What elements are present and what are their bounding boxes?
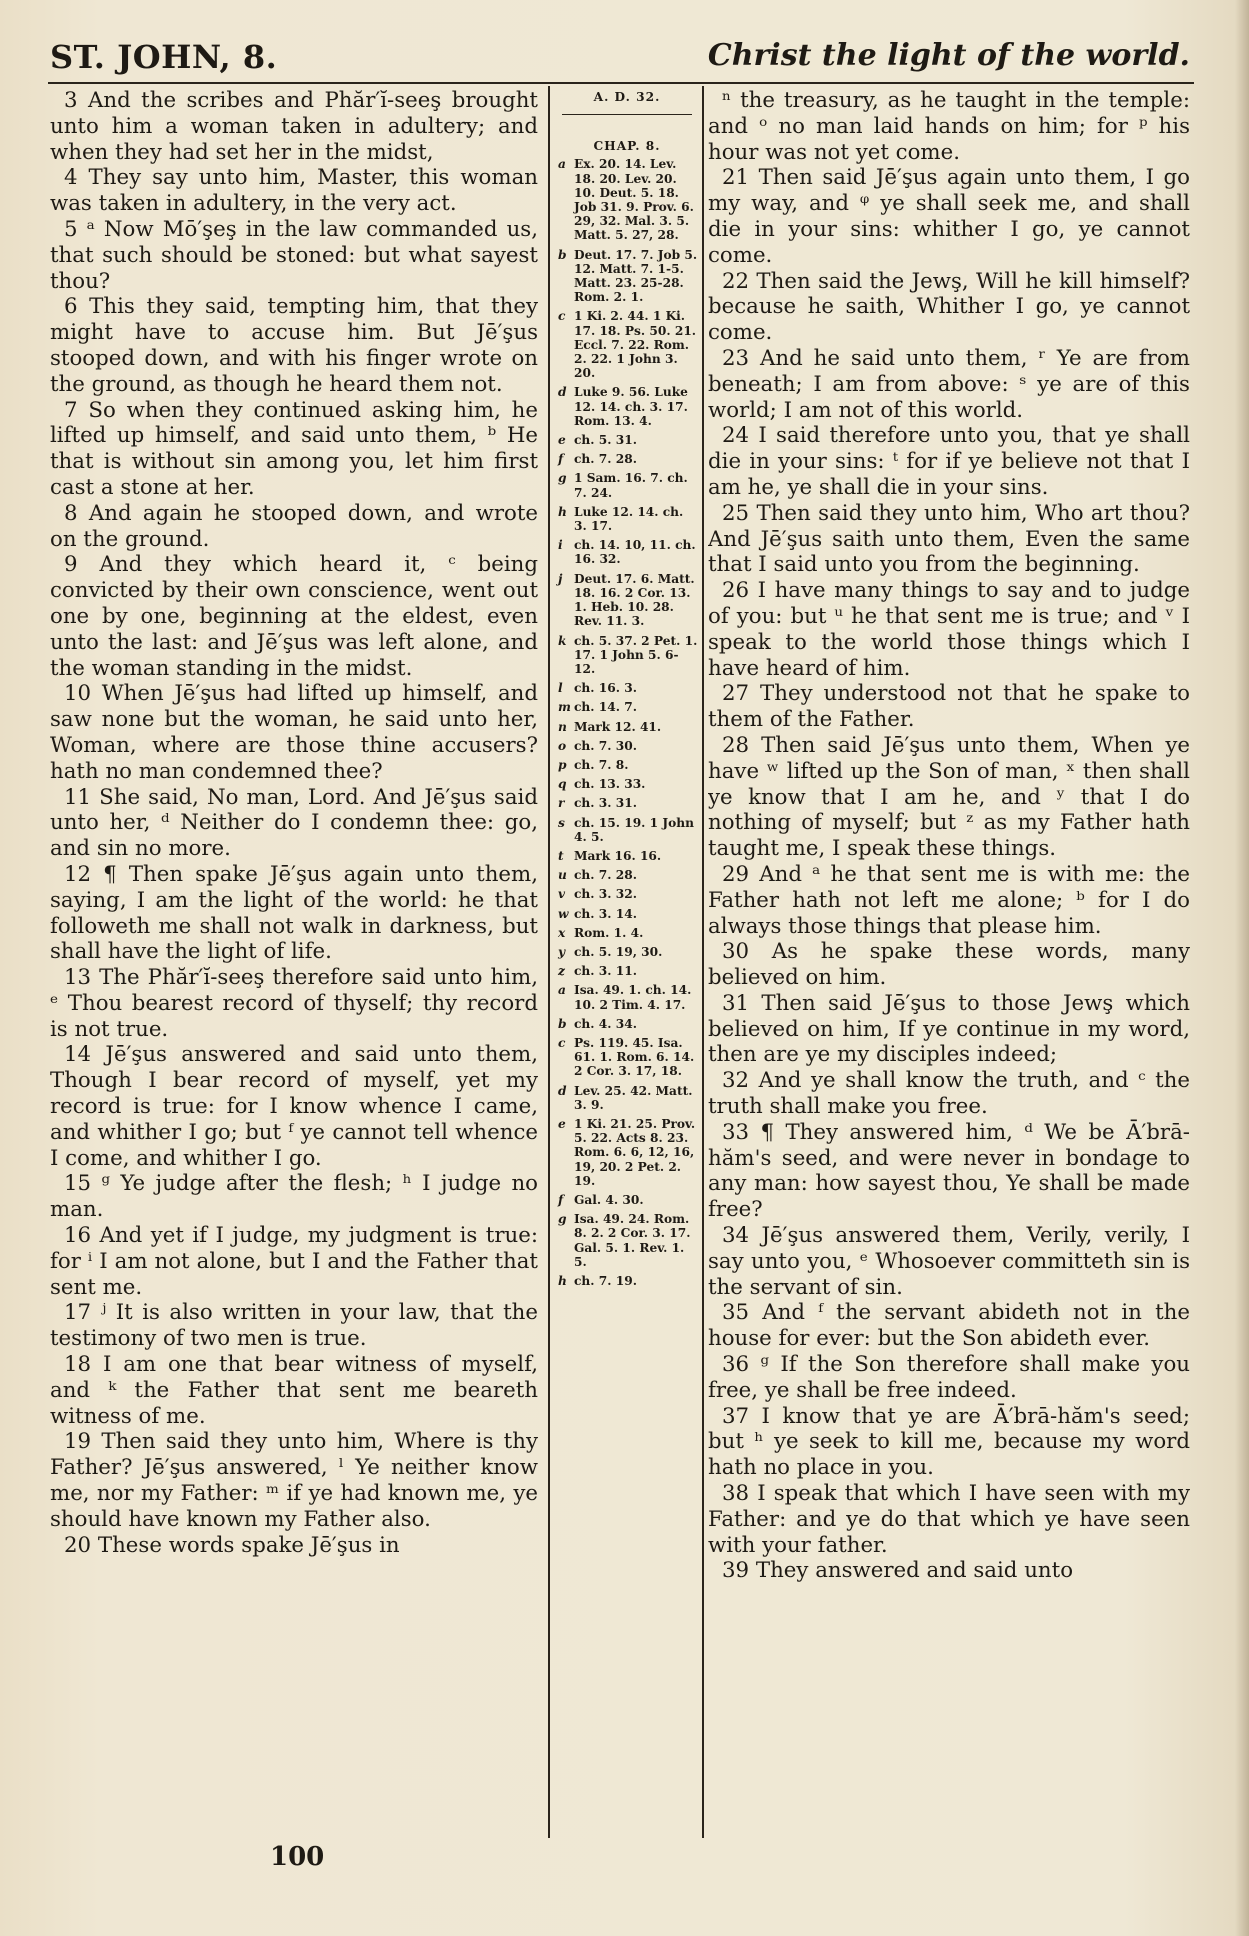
cross-reference: n Mark 12. 41. (558, 719, 662, 734)
verse: 35 And ᶠ the servant abideth not in the house for ever: but the Son abideth ever. (708, 1300, 1190, 1352)
cross-reference: t Mark 16. 16. (558, 848, 662, 863)
cross-reference: b ch. 4. 34. (558, 1016, 637, 1031)
verse: 9 And they which heard it, ᶜ being convicted by their own conscience, went out one by one, beginning at the eldest, even unto the last: and Jē′şus was left alone, and the woman standing in the midst. (50, 552, 538, 681)
verse: 16 And yet if I judge, my judgment is true: for ⁱ I am not alone, but I and the Father that sent me. (50, 1223, 538, 1300)
cross-reference: v ch. 3. 32. (558, 887, 637, 902)
verse: 8 And again he stooped down, and wrote on the ground. (50, 500, 538, 552)
verse: 28 Then said Jē′şus unto them, When ye have ʷ lifted up the Son of man, ˣ then shall ye know that I am he, and ʸ that I do nothing of myself; but ᶻ as my Father hath taught me, I speak these things. (708, 732, 1190, 862)
verse: 34 Jē′şus answered them, Verily, verily, I say unto you, ᵉ Whosoever committeth sin is the servant of sin. (708, 1223, 1190, 1300)
verse: 30 As he spake these words, many believed on him. (708, 939, 1190, 991)
verse: 38 I speak that which I have seen with my Father: and ye do that which ye have seen with your father. (708, 1481, 1190, 1558)
cross-reference: m ch. 14. 7. (558, 700, 637, 715)
cross-reference: c 1 Ki. 2. 44. 1 Ki. 17. 18. Ps. 50. 21. Eccl. 7. 22. Rom. 2. 22. 1 John 3. 20. (558, 309, 697, 381)
cross-reference: p ch. 7. 8. (558, 757, 629, 772)
verse: 36 ᵍ If the Son therefore shall make you free, ye shall be free indeed. (708, 1352, 1190, 1403)
gutter-shadow (1235, 0, 1249, 1936)
verse: ⁿ the treasury, as he taught in the temple: and ᵒ no man laid hands on him; for ᵖ his hour was not yet come. (708, 88, 1190, 165)
cross-reference: d Lev. 25. 42. Matt. 3. 9. (558, 1083, 693, 1112)
verse: 19 Then said they unto him, Where is thy Father? Jē′şus answered, ˡ Ye neither know me, nor my Father: ᵐ if ye had known me, ye should have known my Father also. (50, 1429, 538, 1532)
verse: 33 ¶ They answered him, ᵈ We be Ā′brā-hăm's seed, and were never in bondage to any man: how sayest thou, Ye shall be made free? (708, 1119, 1190, 1223)
verse: 12 ¶ Then spake Jē′şus again unto them, saying, I am the light of the world: he that followeth me shall not walk in darkness, but shall have the light of life. (50, 861, 538, 965)
cross-reference: u ch. 7. 28. (558, 868, 637, 883)
verse: 37 I know that ye are Ā′brā-hăm's seed; but ʰ ye seek to kill me, because my word hath no place in you. (708, 1403, 1190, 1481)
page-number: 100 (270, 1842, 325, 1872)
cross-reference: i ch. 14. 10, 11. ch. 16. 32. (558, 538, 696, 567)
right-column (708, 88, 1190, 1788)
verse: 32 And ye shall know the truth, and ᶜ the truth shall make you free. (708, 1068, 1190, 1120)
verse: 39 They answered and said unto (722, 1558, 1074, 1584)
header-rule (48, 82, 1194, 84)
column-divider-right (702, 86, 704, 1838)
verse: 26 I have many things to say and to judge of you: but ᵘ he that sent me is true; and ᵛ I speak to the world those things which I have heard of him. (708, 578, 1190, 681)
cross-reference: q ch. 13. 33. (558, 777, 646, 792)
cross-reference: c Ps. 119. 45. Isa. 61. 1. Rom. 6. 14. 2 Cor. 3. 17, 18. (558, 1035, 695, 1079)
cross-reference: j Deut. 17. 6. Matt. 18. 16. 2 Cor. 13. 1. Heb. 10. 28. Rev. 11. 3. (558, 571, 695, 629)
verse: 5 ᵃ Now Mō′şeş in the law commanded us, that such should be stoned: but what sayest thou? (50, 216, 538, 294)
verse: 25 Then said they unto him, Who art thou? And Jē′şus saith unto them, Even the same that I said unto you from the beginning. (708, 500, 1190, 578)
cross-reference-column (556, 88, 698, 1833)
verse: 22 Then said the Jewş, Will he kill himself? because he saith, Whither I go, ye cannot come. (708, 268, 1190, 346)
cross-reference: y ch. 5. 19, 30. (558, 944, 663, 959)
page-header (50, 38, 1190, 78)
cross-reference: o ch. 7. 30. (558, 738, 637, 753)
cross-reference: x Rom. 1. 4. (558, 925, 644, 940)
verse: 18 I am one that bear witness of myself, and ᵏ the Father that sent me beareth witness of me. (50, 1352, 538, 1429)
verse: 17 ʲ It is also written in your law, that the testimony of two men is true. (50, 1300, 538, 1352)
book-chapter-heading: ST. JOHN, 8. (50, 38, 278, 76)
verse: 31 Then said Jē′şus to those Jewş which believed on him, If ye continue in my word, then are ye my disciples indeed; (708, 990, 1190, 1068)
verse: 20 These words spake Jē′şus in (64, 1532, 400, 1558)
cross-reference: f Gal. 4. 30. (558, 1193, 644, 1207)
topic-heading: Christ the light of the world. (707, 38, 1190, 73)
cross-reference: a Ex. 20. 14. Lev. 18. 20. Lev. 20. 10. Deut. 5. 18. Job 31. 9. Prov. 6. 29, 32. Mal. 3. 5. Matt. 5. 27, 28. (558, 157, 694, 243)
verse: 3 And the scribes and Phăr′ĭ-seeş brought unto him a woman taken in adultery; and when they had set her in the midst, (50, 88, 538, 165)
verse: 21 Then said Jē′şus again unto them, I go my way, and ᵠ ye shall seek me, and shall die in your sins: whither I go, ye cannot come. (708, 165, 1190, 268)
verse: 13 The Phăr′ĭ-seeş therefore said unto him, ᵉ Thou bearest record of thyself; thy record is not true. (50, 965, 538, 1042)
date-label: A. D. 32. (593, 90, 661, 104)
date-rule (562, 114, 692, 115)
cross-reference: g 1 Sam. 16. 7. ch. 7. 24. (558, 471, 688, 500)
cross-reference: e 1 Ki. 21. 25. Prov. 5. 22. Acts 8. 23. Rom. 6. 6, 12, 16, 19, 20. 2 Pet. 2. 19. (558, 1116, 696, 1188)
column-divider-left (548, 86, 550, 1838)
cross-reference: h ch. 7. 19. (558, 1274, 637, 1289)
verse: 4 They say unto him, Master, this woman was taken in adultery, in the very act. (50, 165, 538, 217)
cross-reference: w ch. 3. 14. (558, 906, 637, 921)
left-column (50, 88, 538, 1788)
cross-reference: g Isa. 49. 24. Rom. 8. 2. 2 Cor. 3. 17. Gal. 5. 1. Rev. 1. 5. (558, 1212, 691, 1269)
cross-reference: e ch. 5. 31. (558, 433, 637, 448)
verse: 6 This they said, tempting him, that they might have to accuse him. But Jē′şus stooped down, and with his finger wrote on the ground, as though he heard them not. (50, 294, 538, 397)
chapter-label: CHAP. 8. (593, 139, 661, 154)
cross-reference: d Luke 9. 56. Luke 12. 14. ch. 3. 17. Rom. 13. 4. (558, 385, 688, 428)
verse: 14 Jē′şus answered and said unto them, Though I bear record of myself, yet my record is true: for I know whence I came, and whither I go; but ᶠ ye cannot tell whence I come, and whither I go. (50, 1042, 538, 1171)
verse: 10 When Jē′şus had lifted up himself, and saw none but the woman, he said unto her, Woman, where are those thine accusers? hath no man condemned thee? (50, 681, 538, 784)
verse: 7 So when they continued asking him, he lifted up himself, and said unto them, ᵇ He that is without sin among you, let him first cast a stone at her. (50, 397, 538, 500)
cross-reference: a Isa. 49. 1. ch. 14. 10. 2 Tim. 4. 17. (558, 983, 692, 1012)
cross-reference: s ch. 15. 19. 1 John 4. 5. (558, 815, 695, 844)
verse: 23 And he said unto them, ʳ Ye are from beneath; I am from above: ˢ ye are of this world; I am not of this world. (708, 345, 1190, 423)
verse: 29 And ᵃ he that sent me is with me: the Father hath not left me alone; ᵇ for I do always those things that please him. (708, 861, 1190, 939)
cross-reference: l ch. 16. 3. (558, 681, 637, 696)
cross-reference: h Luke 12. 14. ch. 3. 17. (558, 504, 684, 534)
cross-reference: z ch. 3. 11. (558, 964, 637, 979)
verse: 15 ᵍ Ye judge after the flesh; ʰ I judge no man. (50, 1171, 538, 1223)
cross-reference: k ch. 5. 37. 2 Pet. 1. 17. 1 John 5. 6-12. (558, 633, 698, 676)
cross-reference: f ch. 7. 28. (558, 452, 637, 467)
verse: 11 She said, No man, Lord. And Jē′şus said unto her, ᵈ Neither do I condemn thee: go, and sin no more. (50, 784, 538, 862)
cross-reference: r ch. 3. 31. (558, 796, 637, 811)
verse: 24 I said therefore unto you, that ye shall die in your sins: ᵗ for if ye believe not that I am he, ye shall die in your sins. (708, 423, 1190, 500)
cross-reference: b Deut. 17. 7. Job 5. 12. Matt. 7. 1-5. Matt. 23. 25-28. Rom. 2. 1. (558, 247, 698, 305)
verse: 27 They understood not that he spake to them of the Father. (708, 681, 1190, 733)
